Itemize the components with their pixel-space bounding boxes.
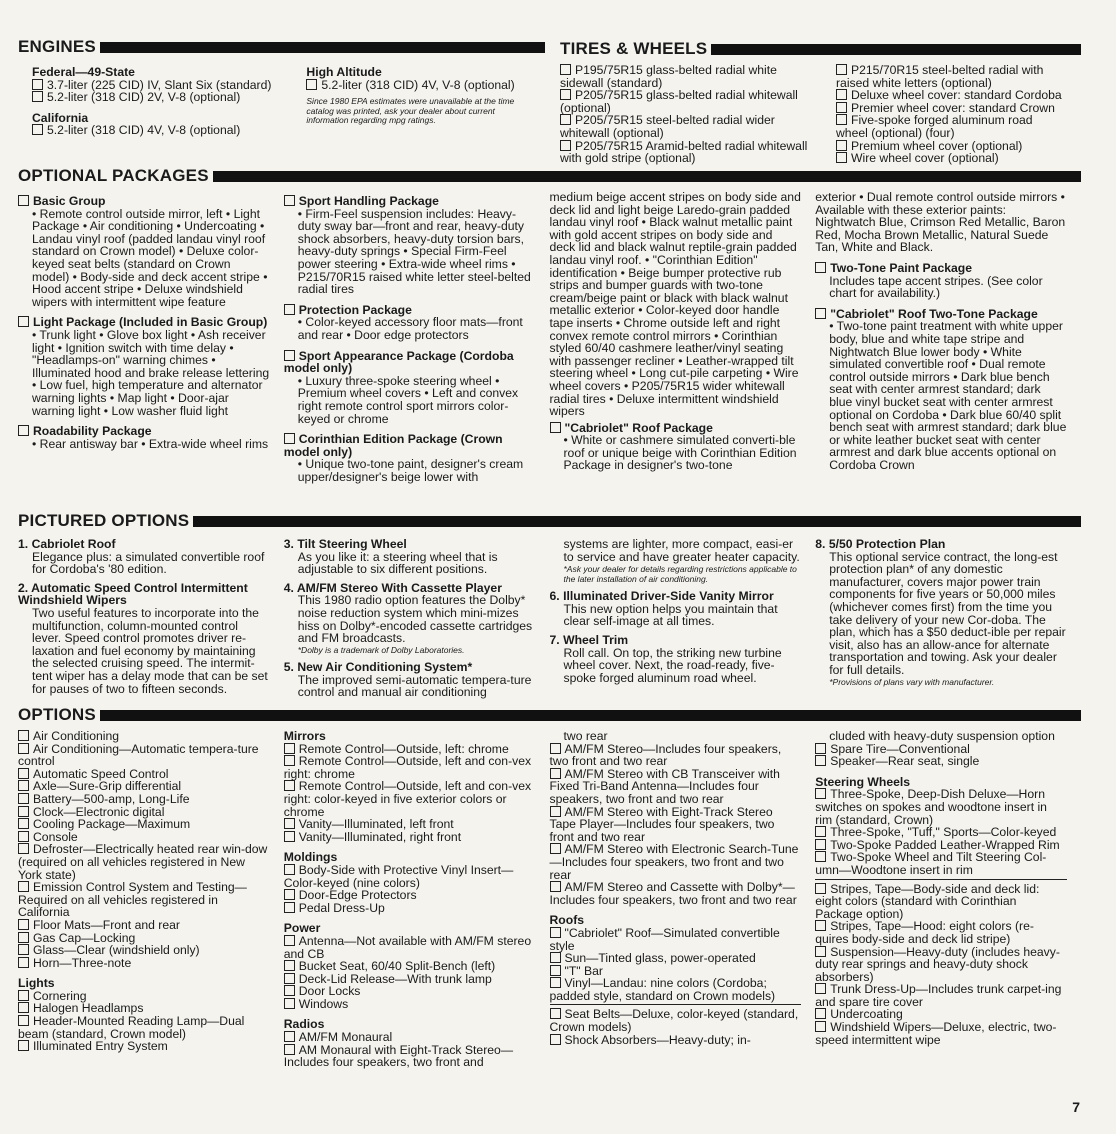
cabriolet-continued: exterior • Dual remote control outside mirrors • Available with these exterior paints: Nightwatch Blue, Crimson Red Metallic, Baron Red, Mocha Brown Metallic, Natural Suede Tan, White and Black.: [815, 190, 1066, 255]
sport-appearance-title[interactable]: Sport Appearance Package (Cordoba model only): [284, 350, 536, 375]
option-checkbox-item[interactable]: Air Conditioning: [18, 730, 270, 743]
option-checkbox-item[interactable]: Bucket Seat, 60/40 Split-Bench (left): [284, 960, 536, 973]
subheading: Moldings: [283, 850, 338, 865]
section-title: TIRES & WHEELS: [560, 38, 708, 58]
option-number: 5.: [283, 660, 294, 675]
option-checkbox-item[interactable]: Premier wheel cover: standard Crown: [836, 102, 1067, 115]
option-checkbox-item[interactable]: Seat Belts—Deluxe, color-keyed (standard, Crown models): [550, 1008, 802, 1033]
option-checkbox-item[interactable]: Three-Spoke, "Tuff," Sports—Color-keyed: [815, 826, 1067, 839]
option-checkbox-item[interactable]: Battery—500-amp, Long-Life: [18, 793, 270, 806]
subheading: Lights: [18, 976, 55, 991]
subheading: Mirrors: [283, 729, 326, 743]
pictured-option-title: [550, 590, 802, 603]
text-line: Two useful features to incorporate into the multifunction, column-mounted control lever. Speed control promotes driver re-laxation and fuel economy by maintaining the selected cruising speed. The intermit-tent wiper has a delay mode that can be set for pauses of two to fifteen seconds.: [32, 605, 268, 696]
option-checkbox-item[interactable]: Vanity—Illuminated, right front: [284, 831, 536, 844]
subheading: Radios: [283, 1017, 325, 1032]
sport-appearance-text: • Luxury three-spoke steering wheel • Premium wheel covers • Left and convex right remote control sport mirrors color-keyed or chrome: [297, 373, 519, 426]
option-checkbox-item[interactable]: AM/FM Stereo with Eight-Track Stereo Tape Player—Includes four speakers, two front and two rear: [550, 806, 802, 844]
roofs-list: [550, 927, 802, 1006]
option-checkbox-item[interactable]: AM Monaural with Eight-Track Stereo—Includes four speakers, two front and: [284, 1044, 536, 1069]
option-checkbox-item[interactable]: AM/FM Monaural: [284, 1031, 536, 1044]
option-checkbox-item[interactable]: Stripes, Tape—Body-side and deck lid: eight colors (standard with Corinthian Package option): [815, 883, 1067, 921]
option-checkbox-item[interactable]: Gas Cap—Locking: [18, 932, 270, 945]
federal-title: Federal—49-State: [32, 65, 135, 79]
option-checkbox-item[interactable]: Door-Edge Protectors: [284, 889, 536, 902]
option-checkbox-item[interactable]: "Cabriolet" Roof—Simulated convertible style: [550, 927, 802, 952]
option-number: 4.: [283, 580, 294, 595]
option-checkbox-item[interactable]: Five-spoke forged aluminum road wheel (optional) (four): [836, 114, 1067, 139]
option-number: 8.: [815, 537, 826, 551]
sport-handling-text: • Firm-Feel suspension includes: Heavy-duty sway bar—front and rear, heavy-duty shock absorbers, heavy-duty torsion bars, heavy-duty springs • Special Firm-Feel power steering • Extra-wide wheel rims • P215/70R15 raised white letter steel-belted radial tires: [297, 206, 531, 297]
option-title: 5/50 Protection Plan: [828, 537, 946, 551]
option-checkbox-item[interactable]: Remote Control—Outside, left and con-vex right: color-keyed in five exterior colors or chrome: [284, 780, 536, 818]
subheading: Steering Wheels: [815, 774, 911, 789]
basic-group-text: • Remote control outside mirror, left • Light Package • Air conditioning • Undercoating • Landau vinyl roof (padded landau vinyl roof standard on Crown model) • Deluxe color-keyed seat belts (standard on Crown model) • Body-side and deck accent stripe • Hood accent stripe • Deluxe windshield wipers with intermittent wipe feature: [32, 206, 268, 309]
option-checkbox-item[interactable]: Three-Spoke, Deep-Dish Deluxe—Horn switches on spokes and woodtone insert in rim (standard, Crown): [815, 788, 1067, 826]
corinthian-text: • Unique two-tone paint, designer's cream upper/designer's beige lower with: [297, 457, 524, 484]
sport-handling-title[interactable]: Sport Handling Package: [284, 195, 536, 208]
option-checkbox-item[interactable]: Vanity—Illuminated, left front: [284, 818, 536, 831]
cabriolet-package-text: • White or cashmere simulated converti-ble roof or unique beige with Corinthian Edition Package in designer's two-tone: [563, 433, 797, 473]
cabriolet-two-tone-title[interactable]: "Cabriolet" Roof Two-Tone Package: [815, 308, 1067, 321]
option-checkbox-item[interactable]: Windows: [284, 998, 536, 1011]
roadability-text: • Rear antisway bar • Extra-wide wheel rims: [32, 436, 269, 451]
option-checkbox-item[interactable]: Undercoating: [815, 1008, 1067, 1021]
packages-section: [18, 165, 1081, 483]
roadability-title[interactable]: Roadability Package: [18, 425, 270, 438]
option-checkbox-item[interactable]: P215/70R15 steel-belted radial with raised white letters (optional): [836, 64, 1067, 89]
text-line: As you like it: a steering wheel that is adjustable to six different positions.: [297, 549, 498, 577]
option-checkbox-item[interactable]: Header-Mounted Reading Lamp—Dual beam (standard, Crown model): [18, 1015, 270, 1040]
text-line: The improved semi-automatic tempera-ture control and manual air conditioning: [297, 672, 532, 700]
protection-title[interactable]: Protection Package: [284, 304, 536, 317]
two-tone-text: Includes tape accent stripes. (See color chart for availability.): [829, 273, 1043, 301]
corinthian-title[interactable]: Corinthian Edition Package (Crown model only): [284, 433, 536, 458]
options-section: [18, 704, 1081, 1069]
option-checkbox-item[interactable]: Sun—Tinted glass, power-operated: [550, 952, 802, 965]
tires-section: [560, 38, 1081, 165]
option-checkbox-item[interactable]: Deck-Lid Release—With trunk lamp: [284, 973, 536, 986]
engine-option[interactable]: 5.2-liter (318 CID) 4V, V-8 (optional): [32, 124, 292, 137]
engine-option[interactable]: 5.2-liter (318 CID) 2V, V-8 (optional): [32, 91, 292, 104]
text-line: This 1980 radio option features the Dolby* noise reduction system which mini-mizes hiss on Dolby*-encoded cassette cartridges and FM broadcasts.: [297, 593, 533, 646]
option-checkbox-item[interactable]: Console: [18, 831, 270, 844]
option-checkbox-item[interactable]: Vinyl—Landau: nine colors (Cordoba; padded style, standard on Crown models): [550, 977, 802, 1002]
option-title: Cabriolet Roof: [31, 537, 116, 551]
section-title: OPTIONS: [18, 704, 96, 724]
corinthian-continued: medium beige accent stripes on body side and deck lid and light beige Laredo-grain padded landau vinyl roof • Black walnut metallic paint with gold accent stripes on body side and deck lid and black walnut reptile-grain padded landau vinyl roof. • "Corinthian Edition" identification • Beige bumper protective rub strips and bumper guards with two-tone cream/beige paint or black with black walnut metallic exterior • Color-keyed door handle tape inserts • Chrome outside left and right convex remote control mirrors • Corinthian styled 60/40 cashmere leather/vinyl seating with passenger recliner • Leather-wrapped tilt steering wheel • Long cut-pile carpeting • Wire wheel covers • P205/75R15 wider whitewall radial tires • Deluxe intermittent windshield wipers: [549, 190, 801, 419]
option-title: Tilt Steering Wheel: [297, 537, 407, 551]
option-checkbox-item[interactable]: Automatic Speed Control: [18, 768, 270, 781]
engines-header: [18, 36, 545, 58]
option-checkbox-item[interactable]: Defroster—Electrically heated rear win-dow (required on all vehicles registered in New York state): [18, 843, 270, 881]
option-number: 7.: [549, 632, 560, 647]
option-checkbox-item[interactable]: Trunk Dress-Up—Includes trunk carpet-ing and spare tire cover: [815, 983, 1067, 1008]
option-checkbox-item[interactable]: Air Conditioning—Automatic tempera-ture control: [18, 743, 270, 768]
option-checkbox-item[interactable]: Premium wheel cover (optional): [836, 140, 1067, 153]
section-title: OPTIONAL PACKAGES: [18, 165, 209, 185]
ac-continued: systems are lighter, more compact, easi-er to service and have greater heater capacity.: [563, 537, 800, 564]
pictured-option-title: [550, 634, 802, 647]
pictured-option-title: [284, 661, 536, 674]
option-title: AM/FM Stereo With Cassette Player: [296, 580, 502, 595]
option-checkbox-item[interactable]: Door Locks: [284, 985, 536, 998]
engines-section: [18, 36, 545, 137]
option-checkbox-item[interactable]: Horn—Three-note: [18, 957, 270, 970]
option-title: Illuminated Driver-Side Vanity Mirror: [563, 589, 774, 604]
option-number: 3.: [283, 537, 294, 551]
text-line: Roll call. On top, the striking new turbine wheel cover. Next, the road-ready, five-spoke forged aluminum road wheel.: [563, 645, 782, 685]
option-checkbox-item[interactable]: Stripes, Tape—Hood: eight colors (re-quires body-side and deck lid stripe): [815, 920, 1067, 945]
option-checkbox-item[interactable]: Suspension—Heavy-duty (includes heavy-duty rear springs and heavy-duty shock absorbers): [815, 946, 1067, 984]
subheading: Roofs: [549, 913, 585, 928]
cabriolet-package-title[interactable]: "Cabriolet" Roof Package: [550, 422, 802, 435]
high-altitude-title: High Altitude: [306, 65, 382, 79]
option-title: Automatic Speed Control Intermittent Windshield Wipers: [18, 580, 248, 608]
text-line: *Provisions of plans vary with manufacturer.: [829, 676, 995, 687]
section-title: PICTURED OPTIONS: [18, 510, 190, 530]
option-checkbox-item[interactable]: Cornering: [18, 990, 270, 1003]
text-line: *Dolby is a trademark of Dolby Laboratories.: [297, 644, 465, 655]
option-checkbox-item[interactable]: Clock—Electronic digital: [18, 806, 270, 819]
option-checkbox-item[interactable]: AM/FM Stereo with Electronic Search-Tune—Includes four speakers, two front and two rear: [550, 843, 802, 881]
option-checkbox-item[interactable]: P205/75R15 steel-belted radial wider whitewall (optional): [560, 114, 822, 139]
section-title: ENGINES: [18, 36, 96, 56]
text-line: Elegance plus: a simulated convertible roof for Cordoba's '80 edition.: [32, 549, 265, 577]
option-checkbox-item[interactable]: Antenna—Not available with AM/FM stereo and CB: [284, 935, 536, 960]
california-title: California: [32, 110, 89, 125]
option-checkbox-item[interactable]: Remote Control—Outside, left and con-vex right: chrome: [284, 755, 536, 780]
option-number: 2.: [18, 580, 29, 595]
page-number: 7: [1072, 1099, 1080, 1116]
option-checkbox-item[interactable]: Floor Mats—Front and rear: [18, 919, 270, 932]
epa-note: Since 1980 EPA estimates were unavailable at the time catalog was printed, ask your dealer about current information regarding mpg ratings.: [306, 96, 515, 126]
option-checkbox-item[interactable]: Shock Absorbers—Heavy-duty; in-: [550, 1034, 802, 1047]
steering-list: [815, 788, 1067, 879]
option-number: 1.: [18, 537, 29, 551]
text-line: cluded with heavy-duty suspension option: [829, 729, 1055, 743]
basic-group-title[interactable]: Basic Group: [18, 195, 270, 208]
option-checkbox-item[interactable]: P205/75R15 Aramid-belted radial whitewall with gold stripe (optional): [560, 140, 822, 165]
ac-note: *Ask your dealer for details regarding restrictions applicable to the later installation of air conditioning.: [563, 564, 797, 584]
option-checkbox-item[interactable]: Axle—Sure-Grip differential: [18, 780, 270, 793]
light-package-title[interactable]: Light Package (Included in Basic Group): [18, 316, 270, 329]
option-checkbox-item[interactable]: P205/75R15 glass-belted radial whitewall (optional): [560, 89, 822, 114]
text-line: This new option helps you maintain that clear self-image at all times.: [563, 601, 778, 629]
two-tone-title[interactable]: Two-Tone Paint Package: [815, 262, 1067, 275]
option-checkbox-item[interactable]: Windshield Wipers—Deluxe, electric, two-speed intermittent wipe: [815, 1021, 1067, 1046]
option-checkbox-item[interactable]: Wire wheel cover (optional): [836, 152, 1067, 165]
option-checkbox-item[interactable]: Pedal Dress-Up: [284, 902, 536, 915]
text-line: This optional service contract, the long-est protection plan* of any domestic manufacturer, covers major power train components for five years or 50,000 miles (whichever comes first) from the time you take delivery of your new Cor-doba. The plan, which has a $50 deduct-ible per repair visit, also has an allow-ance for alternate transportation and towing. Ask your dealer for full details.: [829, 549, 1066, 677]
option-checkbox-item[interactable]: Emission Control System and Testing—Required on all vehicles registered in California: [18, 881, 270, 919]
option-checkbox-item[interactable]: Remote Control—Outside, left: chrome: [284, 743, 536, 756]
option-checkbox-item[interactable]: Halogen Headlamps: [18, 1002, 270, 1015]
option-checkbox-item[interactable]: Illuminated Entry System: [18, 1040, 270, 1053]
engine-option[interactable]: 3.7-liter (225 CID) IV, Slant Six (standard): [32, 79, 292, 92]
option-checkbox-item[interactable]: P195/75R15 glass-belted radial white sidewall (standard): [560, 64, 822, 89]
option-checkbox-item[interactable]: Deluxe wheel cover: standard Cordoba: [836, 89, 1067, 102]
option-checkbox-item[interactable]: Two-Spoke Padded Leather-Wrapped Rim: [815, 839, 1067, 852]
pictured-option-title: [815, 538, 1067, 551]
option-checkbox-item[interactable]: Spare Tire—Conventional: [815, 743, 1067, 756]
option-checkbox-item[interactable]: AM/FM Stereo with CB Transceiver with Fixed Tri-Band Antenna—Includes four speakers, two front and two rear: [550, 768, 802, 806]
pictured-option-title: [284, 538, 536, 551]
option-checkbox-item[interactable]: Two-Spoke Wheel and Tilt Steering Col-umn—Woodtone insert in rim: [815, 851, 1067, 876]
pictured-option-title: [18, 582, 270, 607]
cabriolet-two-tone-text: • Two-tone paint treatment with white upper body, blue and white tape stripe and Nightwatch Blue lower body • White simulated convertible roof • Dual remote control outside mirrors • Dark blue bench seat with center armrest standard; dark blue vinyl bucket seat with center armrest optional on Cordoba • Dark blue 60/40 split bench seat with armrest standard; dark blue or white leather bucket seat with center armrest and dark blue accents optional on Cordoba Crown: [829, 319, 1067, 472]
light-package-text: • Trunk light • Glove box light • Ash receiver light • Ignition switch with time delay • "Headlamps-on" warning chimes • Illuminated hood and brake release lettering • Low fuel, high temperature and alternator warning lights • Map light • Door-ajar warning light • Low washer fluid light: [32, 327, 270, 418]
option-checkbox-item[interactable]: Cooling Package—Maximum: [18, 818, 270, 831]
pictured-option-title: [18, 538, 270, 551]
option-checkbox-item[interactable]: Glass—Clear (windshield only): [18, 944, 270, 957]
subheading: Power: [283, 921, 321, 936]
option-title: Wheel Trim: [563, 632, 629, 647]
text-line: two rear: [563, 729, 608, 743]
pictured-section: [18, 510, 1081, 699]
option-number: 6.: [549, 589, 560, 604]
option-checkbox-item[interactable]: Body-Side with Protective Vinyl Insert—Color-keyed (nine colors): [284, 864, 536, 889]
protection-text: • Color-keyed accessory floor mats—front and rear • Door edge protectors: [297, 315, 523, 342]
option-title: New Air Conditioning System*: [297, 660, 473, 675]
option-checkbox-item[interactable]: Speaker—Rear seat, single: [815, 755, 1067, 768]
option-checkbox-item[interactable]: AM/FM Stereo and Cassette with Dolby*—Includes four speakers, two front and two rear: [550, 881, 802, 906]
option-checkbox-item[interactable]: AM/FM Stereo—Includes four speakers, two front and two rear: [550, 743, 802, 768]
engine-option[interactable]: 5.2-liter (318 CID) 4V, V-8 (optional): [306, 79, 531, 92]
option-checkbox-item[interactable]: "T" Bar: [550, 965, 802, 978]
